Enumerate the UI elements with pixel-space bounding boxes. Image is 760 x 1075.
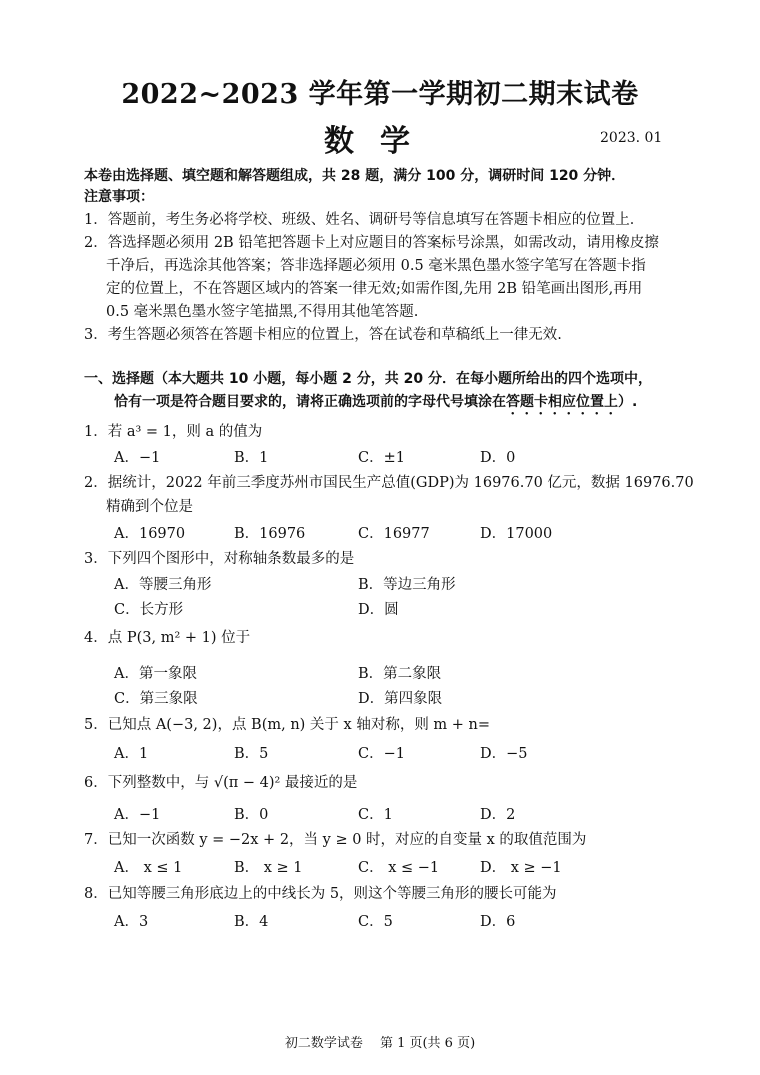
q5-option-c: C．−1 (358, 746, 405, 762)
question-3-stem: 3．下列四个图形中，对称轴条数最多的是 (84, 551, 355, 567)
page-footer: 初二数学试卷 第 1 页(共 6 页) (284, 1036, 476, 1051)
section-heading-emphasis (506, 394, 618, 410)
q2-option-d: D．17000 (480, 526, 553, 542)
q3-option-b: B．等边三角形 (358, 577, 456, 593)
section-heading-line2-b: 答题卡相应位置上 (506, 394, 618, 410)
q8-option-d: D．6 (480, 914, 516, 930)
question-2-stem-cont: 精确到个位是 (106, 499, 193, 515)
q4-option-d: D．第四象限 (358, 691, 443, 707)
section-heading-line2-c: ）. (618, 394, 638, 410)
q1-option-b: B．1 (234, 450, 269, 466)
q1-option-c: C．±1 (358, 450, 405, 466)
notice-1: 1．答题前，考生务必将学校、班级、姓名、调研号等信息填写在答题卡相应的位置上． (84, 212, 645, 228)
notice-2-cont-1: 千净后，再选涂其他答案；答非选择题必须用 0.5 毫米黑色墨水签字笔写在答题卡指 (106, 258, 646, 274)
q1-option-d: D．0 (480, 450, 516, 466)
notice-2: 2．答选择题必须用 2B 铅笔把答题卡上对应题目的答案标号涂黑，如需改动，请用橡皮擦 (84, 235, 659, 251)
notice-2-cont-2: 定的位置上，不在答题区域内的答案一律无效;如需作图,先用 2B 铅笔画出图形,再用 (106, 281, 643, 297)
q4-option-c: C．第三象限 (114, 691, 198, 707)
section-heading-line2-a: 恰有一项是符合题目要求的，请将正确选项前的字母代号填涂在 (114, 394, 506, 410)
q6-option-d: D．2 (480, 807, 516, 823)
q6-option-a: A．−1 (114, 807, 161, 823)
subject-title: 数学 (324, 124, 436, 159)
q4-option-b: B．第二象限 (358, 666, 442, 682)
q2-option-c: C．16977 (358, 526, 430, 542)
section-heading-line1: 一、选择题（本大题共 10 小题，每小题 2 分，共 20 分．在每小题所给出的四个选项中， (84, 371, 652, 387)
q6-option-c: C．1 (358, 807, 393, 823)
q7-option-d: D． x ≥ −1 (480, 860, 562, 876)
q3-option-d: D．圆 (358, 602, 399, 618)
question-6-stem: 6．下列整数中，与 √(π − 4)² 最接近的是 (84, 775, 358, 791)
question-1-stem: 1．若 a³ = 1，则 a 的值为 (84, 424, 263, 440)
question-7-stem: 7．已知一次函数 y = −2x + 2，当 y ≥ 0 时，对应的自变量 x 的取值范围为 (84, 832, 587, 848)
notice-2-cont-3: 0.5 毫米黑色墨水签字笔描黑,不得用其他笔答题. (106, 304, 419, 320)
q8-option-b: B．4 (234, 914, 269, 930)
q6-option-b: B．0 (234, 807, 269, 823)
q7-option-b: B． x ≥ 1 (234, 860, 303, 876)
question-5-stem: 5．已知点 A(−3, 2)，点 B(m, n) 关于 x 轴对称，则 m + n= (84, 717, 491, 733)
exam-title: 2022~2023 学年第一学期初二期末试卷 (121, 79, 639, 110)
question-8-stem: 8．已知等腰三角形底边上的中线长为 5，则这个等腰三角形的腰长可能为 (84, 886, 557, 902)
q8-option-c: C．5 (358, 914, 393, 930)
q2-option-a: A．16970 (114, 526, 186, 542)
q5-option-d: D．−5 (480, 746, 528, 762)
q3-option-a: A．等腰三角形 (114, 577, 212, 593)
q2-option-b: B．16976 (234, 526, 306, 542)
q5-option-b: B．5 (234, 746, 269, 762)
notice-title: 注意事项： (84, 189, 154, 205)
exam-date: 2023. 01 (600, 130, 663, 146)
q5-option-a: A．1 (114, 746, 149, 762)
q4-option-a: A．第一象限 (114, 666, 197, 682)
notice-3: 3．考生答题必须答在答题卡相应的位置上，答在试卷和草稿纸上一律无效. (84, 327, 562, 343)
q8-option-a: A．3 (114, 914, 149, 930)
section-heading-line2 (114, 391, 637, 418)
q7-option-c: C． x ≤ −1 (358, 860, 440, 876)
q3-option-c: C．长方形 (114, 602, 184, 618)
q1-option-a: A．−1 (114, 450, 161, 466)
intro-text: 本卷由选择题、填空题和解答题组成，共 28 题，满分 100 分，调研时间 120 分钟． (84, 168, 626, 184)
question-2-stem: 2．据统计，2022 年前三季度苏州市国民生产总值(GDP)为 16976.70 亿元，数据 16976.70 (84, 475, 694, 491)
q7-option-a: A． x ≤ 1 (114, 860, 183, 876)
question-4-stem: 4．点 P(3, m² + 1) 位于 (84, 630, 251, 646)
